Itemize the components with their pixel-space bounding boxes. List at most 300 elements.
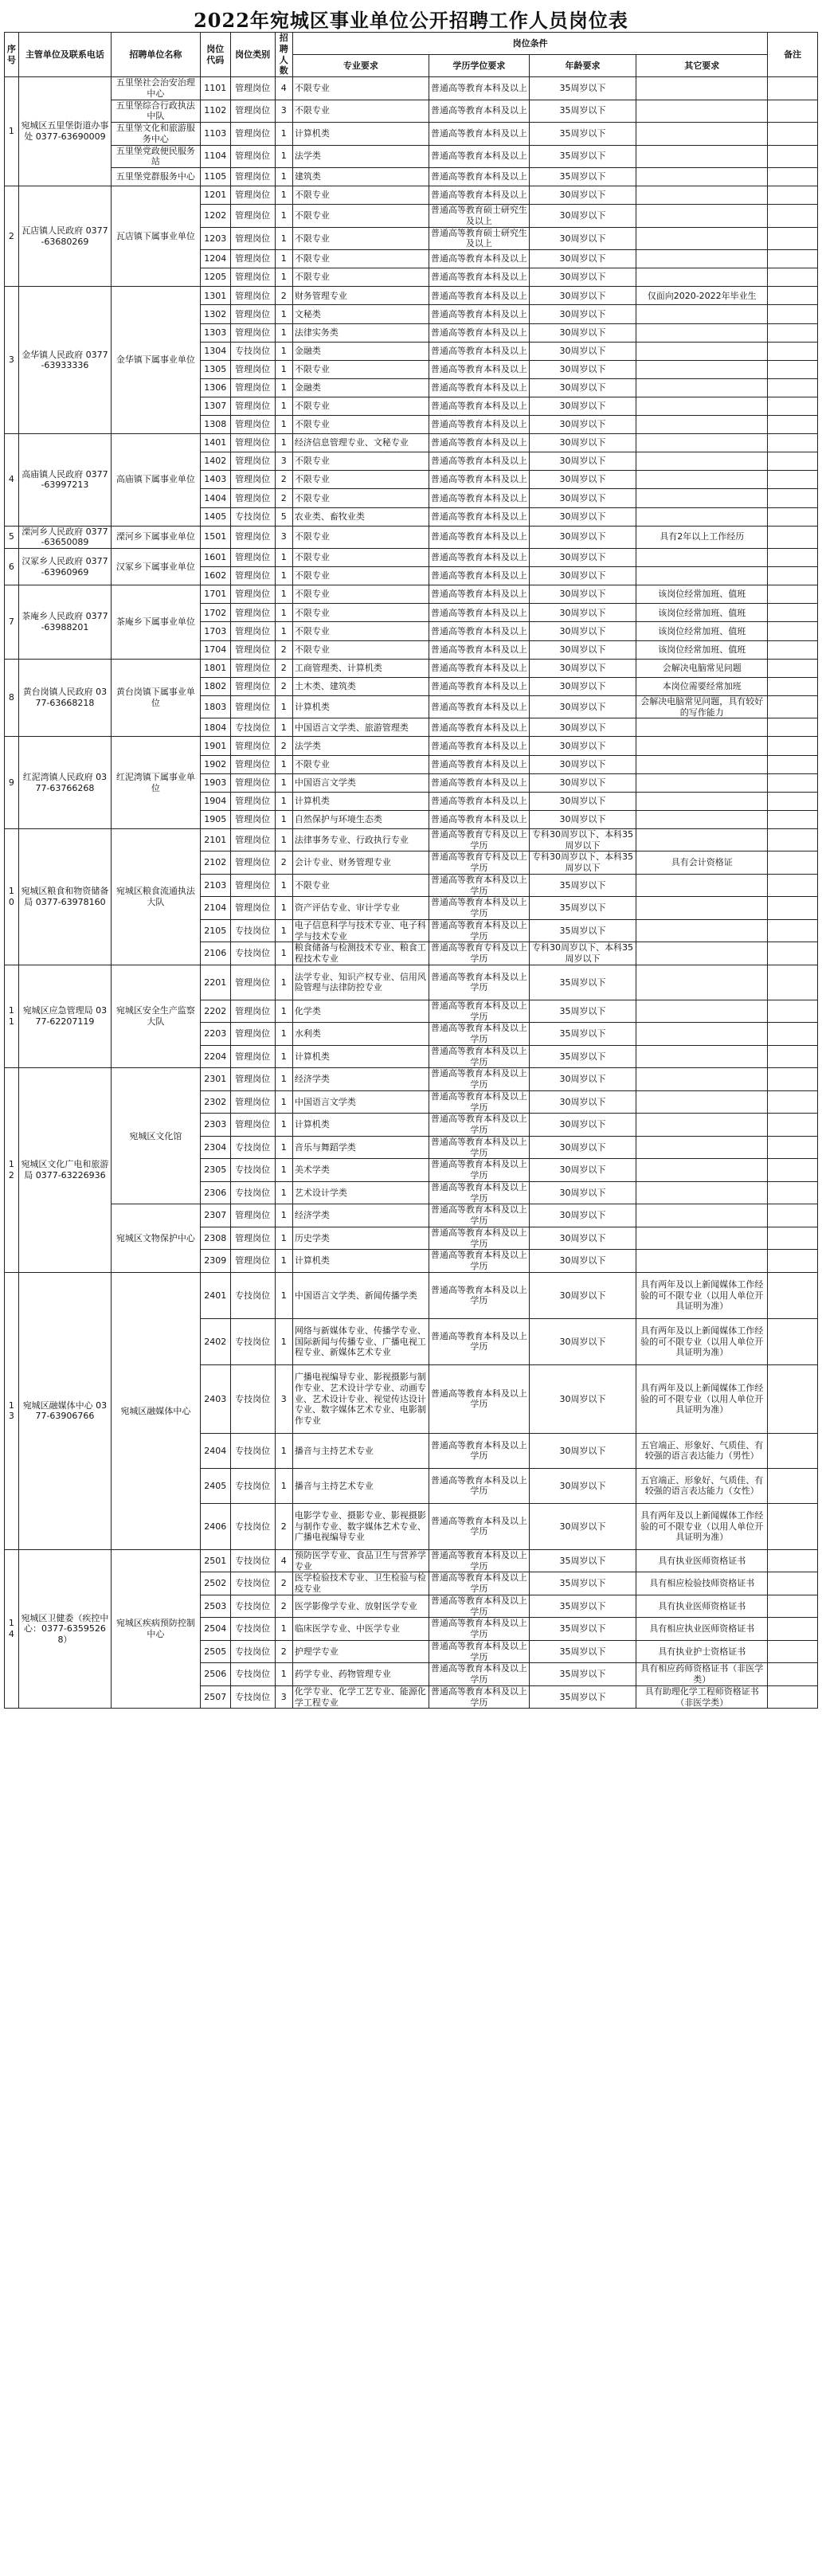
education-requirement: 普通高等教育本科及以上学历 — [429, 965, 529, 1000]
other-requirement — [636, 1114, 768, 1137]
age-requirement: 35周岁以下 — [530, 1618, 636, 1641]
education-requirement: 普通高等教育本科及以上学历 — [429, 897, 529, 920]
post-count: 4 — [275, 77, 292, 100]
post-category: 专技岗位 — [230, 1364, 275, 1433]
post-code: 2304 — [200, 1136, 230, 1159]
post-code: 1201 — [200, 186, 230, 205]
org-name: 宛城区疾病预防控制中心 — [112, 1549, 201, 1709]
education-requirement: 普通高等教育本科及以上学历 — [429, 1204, 529, 1227]
other-requirement — [636, 942, 768, 965]
major-requirement: 不限专业 — [292, 471, 429, 489]
note-cell — [768, 186, 818, 205]
other-requirement: 会解决电脑常见问题 — [636, 659, 768, 677]
post-category: 管理岗位 — [230, 549, 275, 567]
age-requirement: 30周岁以下 — [530, 1114, 636, 1137]
post-code: 2102 — [200, 851, 230, 875]
other-requirement — [636, 897, 768, 920]
header-major: 专业要求 — [292, 55, 429, 77]
education-requirement: 普通高等教育本科及以上 — [429, 526, 529, 549]
education-requirement: 普通高等教育本科及以上 — [429, 718, 529, 737]
other-requirement — [636, 507, 768, 526]
org-name: 五里堡社会治安治理中心 — [112, 77, 201, 100]
other-requirement — [636, 737, 768, 755]
post-count: 1 — [275, 227, 292, 250]
note-cell — [768, 1618, 818, 1641]
major-requirement: 不限专业 — [292, 268, 429, 287]
post-code: 2305 — [200, 1159, 230, 1182]
education-requirement: 普通高等教育本科及以上学历 — [429, 1572, 529, 1595]
other-requirement — [636, 919, 768, 942]
other-requirement — [636, 397, 768, 415]
note-cell — [768, 792, 818, 810]
post-count: 2 — [275, 1503, 292, 1549]
education-requirement: 普通高等教育本科及以上 — [429, 507, 529, 526]
major-requirement: 播音与主持艺术专业 — [292, 1433, 429, 1468]
other-requirement — [636, 145, 768, 168]
post-count: 1 — [275, 604, 292, 622]
note-cell — [768, 1595, 818, 1618]
age-requirement: 30周岁以下 — [530, 1364, 636, 1433]
age-requirement: 30周岁以下 — [530, 604, 636, 622]
post-code: 2204 — [200, 1045, 230, 1068]
education-requirement: 普通高等教育本科及以上 — [429, 360, 529, 378]
post-count: 2 — [275, 677, 292, 695]
post-code: 1304 — [200, 342, 230, 360]
table-row — [5, 585, 818, 604]
org-name: 五里堡文化和旅游服务中心 — [112, 123, 201, 146]
post-code: 2302 — [200, 1090, 230, 1114]
post-code: 1403 — [200, 471, 230, 489]
post-category: 专技岗位 — [230, 342, 275, 360]
education-requirement: 普通高等教育本科及以上 — [429, 452, 529, 471]
post-count: 1 — [275, 305, 292, 323]
table-row — [5, 1204, 818, 1227]
major-requirement: 中国语言文学类、新闻传播学类 — [292, 1272, 429, 1318]
major-requirement: 计算机类 — [292, 123, 429, 146]
major-requirement: 化学专业、化学工艺专业、能源化学工程专业 — [292, 1685, 429, 1709]
age-requirement: 30周岁以下 — [530, 526, 636, 549]
post-category: 管理岗位 — [230, 268, 275, 287]
post-category: 管理岗位 — [230, 168, 275, 186]
age-requirement: 35周岁以下 — [530, 1000, 636, 1023]
post-category: 管理岗位 — [230, 773, 275, 792]
education-requirement: 普通高等教育硕士研究生及以上 — [429, 205, 529, 228]
post-count: 1 — [275, 755, 292, 773]
post-code: 1105 — [200, 168, 230, 186]
note-cell — [768, 471, 818, 489]
post-category: 管理岗位 — [230, 828, 275, 851]
post-count: 2 — [275, 1640, 292, 1663]
education-requirement: 普通高等教育本科及以上 — [429, 567, 529, 585]
note-cell — [768, 965, 818, 1000]
post-category: 管理岗位 — [230, 205, 275, 228]
note-cell — [768, 640, 818, 659]
note-cell — [768, 1549, 818, 1572]
major-requirement: 农业类、畜牧业类 — [292, 507, 429, 526]
age-requirement: 30周岁以下 — [530, 287, 636, 305]
note-cell — [768, 123, 818, 146]
note-cell — [768, 567, 818, 585]
age-requirement: 30周岁以下 — [530, 416, 636, 434]
note-cell — [768, 145, 818, 168]
post-category: 管理岗位 — [230, 659, 275, 677]
group-seq: 1 — [5, 77, 19, 186]
post-category: 管理岗位 — [230, 1023, 275, 1046]
header-org: 招聘单位名称 — [112, 33, 201, 77]
post-code: 1404 — [200, 489, 230, 507]
post-count: 1 — [275, 123, 292, 146]
post-count: 1 — [275, 416, 292, 434]
post-category: 管理岗位 — [230, 737, 275, 755]
note-cell — [768, 397, 818, 415]
note-cell — [768, 874, 818, 897]
post-code: 2309 — [200, 1250, 230, 1273]
post-category: 专技岗位 — [230, 1663, 275, 1686]
education-requirement: 普通高等教育本科及以上学历 — [429, 1136, 529, 1159]
education-requirement: 普通高等教育本科及以上 — [429, 810, 529, 828]
table-row — [5, 287, 818, 305]
post-count: 1 — [275, 1090, 292, 1114]
table-row — [5, 1272, 818, 1318]
post-category: 管理岗位 — [230, 1090, 275, 1114]
other-requirement: 具有两年及以上新闻媒体工作经验的可不限专业（以用人单位开具证明为准） — [636, 1318, 768, 1364]
note-cell — [768, 1136, 818, 1159]
major-requirement: 电子信息科学与技术专业、电子科学与技术专业 — [292, 919, 429, 942]
post-code: 2307 — [200, 1204, 230, 1227]
post-count: 1 — [275, 360, 292, 378]
post-count: 1 — [275, 205, 292, 228]
education-requirement: 普通高等教育本科及以上 — [429, 677, 529, 695]
major-requirement: 医学影像学专业、放射医学专业 — [292, 1595, 429, 1618]
major-requirement: 不限专业 — [292, 640, 429, 659]
post-count: 2 — [275, 471, 292, 489]
post-count: 1 — [275, 1272, 292, 1318]
post-code: 1601 — [200, 549, 230, 567]
post-code: 1102 — [200, 100, 230, 123]
education-requirement: 普通高等教育本科及以上 — [429, 397, 529, 415]
age-requirement: 30周岁以下 — [530, 755, 636, 773]
other-requirement — [636, 828, 768, 851]
table-row — [5, 526, 818, 549]
table-row — [5, 186, 818, 205]
post-count: 1 — [275, 145, 292, 168]
age-requirement: 30周岁以下 — [530, 1204, 636, 1227]
org-name: 溧河乡下属事业单位 — [112, 526, 201, 549]
note-cell — [768, 507, 818, 526]
other-requirement — [636, 1023, 768, 1046]
note-cell — [768, 1433, 818, 1468]
age-requirement: 35周岁以下 — [530, 1685, 636, 1709]
other-requirement: 会解决电脑常见问题，具有较好的写作能力 — [636, 695, 768, 718]
post-category: 专技岗位 — [230, 718, 275, 737]
major-requirement: 药学专业、药物管理专业 — [292, 1663, 429, 1686]
note-cell — [768, 1068, 818, 1091]
other-requirement: 五官端正、形象好、气质佳、有较强的语言表达能力（女性） — [636, 1468, 768, 1503]
education-requirement: 普通高等教育本科及以上 — [429, 77, 529, 100]
group-unit: 宛城区粮食和物资储备局 0377-63978160 — [18, 828, 111, 965]
major-requirement: 不限专业 — [292, 874, 429, 897]
education-requirement: 普通高等教育本科及以上 — [429, 323, 529, 342]
other-requirement — [636, 305, 768, 323]
age-requirement: 30周岁以下 — [530, 1227, 636, 1250]
other-requirement — [636, 1250, 768, 1273]
age-requirement: 30周岁以下 — [530, 305, 636, 323]
other-requirement — [636, 205, 768, 228]
education-requirement: 普通高等教育本科及以上 — [429, 640, 529, 659]
post-category: 管理岗位 — [230, 305, 275, 323]
education-requirement: 普通高等教育本科及以上学历 — [429, 1503, 529, 1549]
post-code: 2303 — [200, 1114, 230, 1137]
group-unit: 宛城区应急管理局 0377-62207119 — [18, 965, 111, 1068]
age-requirement: 30周岁以下 — [530, 1433, 636, 1468]
age-requirement: 30周岁以下 — [530, 489, 636, 507]
age-requirement: 35周岁以下 — [530, 77, 636, 100]
post-code: 1203 — [200, 227, 230, 250]
note-cell — [768, 342, 818, 360]
other-requirement — [636, 186, 768, 205]
post-count: 1 — [275, 919, 292, 942]
post-count: 1 — [275, 1000, 292, 1023]
education-requirement: 普通高等教育本科及以上学历 — [429, 1685, 529, 1709]
post-code: 1308 — [200, 416, 230, 434]
education-requirement: 普通高等教育本科及以上学历 — [429, 1159, 529, 1182]
major-requirement: 计算机类 — [292, 695, 429, 718]
post-category: 管理岗位 — [230, 1114, 275, 1137]
post-category: 管理岗位 — [230, 1250, 275, 1273]
post-code: 2402 — [200, 1318, 230, 1364]
education-requirement: 普通高等教育专科及以上学历 — [429, 828, 529, 851]
education-requirement: 普通高等教育本科及以上 — [429, 378, 529, 397]
post-code: 1703 — [200, 622, 230, 640]
group-unit: 汉冢乡人民政府 0377-63960969 — [18, 549, 111, 585]
major-requirement: 护理学专业 — [292, 1640, 429, 1663]
post-count: 1 — [275, 1068, 292, 1091]
post-category: 专技岗位 — [230, 1618, 275, 1641]
post-count: 1 — [275, 1045, 292, 1068]
major-requirement: 经济学类 — [292, 1068, 429, 1091]
group-unit: 红泥湾镇人民政府 0377-63766268 — [18, 737, 111, 828]
education-requirement: 普通高等教育本科及以上学历 — [429, 1272, 529, 1318]
post-count: 3 — [275, 526, 292, 549]
age-requirement: 35周岁以下 — [530, 919, 636, 942]
post-category: 管理岗位 — [230, 77, 275, 100]
post-count: 1 — [275, 1159, 292, 1182]
age-requirement: 30周岁以下 — [530, 585, 636, 604]
note-cell — [768, 810, 818, 828]
post-code: 1904 — [200, 792, 230, 810]
education-requirement: 普通高等教育本科及以上学历 — [429, 1227, 529, 1250]
other-requirement: 具有相应检验技师资格证书 — [636, 1572, 768, 1595]
age-requirement: 30周岁以下 — [530, 549, 636, 567]
note-cell — [768, 360, 818, 378]
note-cell — [768, 1114, 818, 1137]
education-requirement: 普通高等教育本科及以上 — [429, 186, 529, 205]
major-requirement: 工商管理类、计算机类 — [292, 659, 429, 677]
post-count: 1 — [275, 792, 292, 810]
note-cell — [768, 1685, 818, 1709]
other-requirement — [636, 810, 768, 828]
note-cell — [768, 100, 818, 123]
post-category: 管理岗位 — [230, 250, 275, 268]
education-requirement: 普通高等教育本科及以上 — [429, 549, 529, 567]
major-requirement: 音乐与舞蹈学类 — [292, 1136, 429, 1159]
other-requirement: 具有两年及以上新闻媒体工作经验的可不限专业（以用人单位开具证明为准） — [636, 1364, 768, 1433]
major-requirement: 中国语言文学类 — [292, 1090, 429, 1114]
post-code: 2106 — [200, 942, 230, 965]
post-count: 3 — [275, 100, 292, 123]
education-requirement: 普通高等教育本科及以上学历 — [429, 1090, 529, 1114]
post-count: 1 — [275, 1468, 292, 1503]
post-category: 专技岗位 — [230, 1272, 275, 1318]
major-requirement: 中国语言文学类 — [292, 773, 429, 792]
post-count: 2 — [275, 737, 292, 755]
group-unit: 宛城区融媒体中心 0377-63906766 — [18, 1272, 111, 1549]
group-seq: 13 — [5, 1272, 19, 1549]
education-requirement: 普通高等教育本科及以上 — [429, 250, 529, 268]
org-name: 汉冢乡下属事业单位 — [112, 549, 201, 585]
major-requirement: 不限专业 — [292, 452, 429, 471]
note-cell — [768, 737, 818, 755]
major-requirement: 金融类 — [292, 378, 429, 397]
post-code: 1801 — [200, 659, 230, 677]
post-count: 1 — [275, 268, 292, 287]
header-other: 其它要求 — [636, 55, 768, 77]
post-code: 2104 — [200, 897, 230, 920]
other-requirement — [636, 452, 768, 471]
age-requirement: 30周岁以下 — [530, 659, 636, 677]
post-count: 3 — [275, 1364, 292, 1433]
major-requirement: 不限专业 — [292, 186, 429, 205]
age-requirement: 专科30周岁以下、本科35周岁以下 — [530, 851, 636, 875]
age-requirement: 30周岁以下 — [530, 1468, 636, 1503]
age-requirement: 30周岁以下 — [530, 567, 636, 585]
major-requirement: 文秘类 — [292, 305, 429, 323]
note-cell — [768, 773, 818, 792]
age-requirement: 30周岁以下 — [530, 227, 636, 250]
post-category: 管理岗位 — [230, 489, 275, 507]
other-requirement — [636, 227, 768, 250]
table-row — [5, 965, 818, 1000]
note-cell — [768, 1468, 818, 1503]
age-requirement: 35周岁以下 — [530, 1640, 636, 1663]
major-requirement: 医学检验技术专业、卫生检验与检疫专业 — [292, 1572, 429, 1595]
post-category: 专技岗位 — [230, 1549, 275, 1572]
other-requirement — [636, 342, 768, 360]
education-requirement: 普通高等教育本科及以上 — [429, 342, 529, 360]
group-unit: 金华镇人民政府 0377-63933336 — [18, 287, 111, 434]
major-requirement: 艺术设计学类 — [292, 1181, 429, 1204]
header-age: 年龄要求 — [530, 55, 636, 77]
post-count: 1 — [275, 1663, 292, 1686]
major-requirement: 不限专业 — [292, 604, 429, 622]
major-requirement: 不限专业 — [292, 585, 429, 604]
group-seq: 2 — [5, 186, 19, 287]
post-code: 1905 — [200, 810, 230, 828]
post-code: 2105 — [200, 919, 230, 942]
note-cell — [768, 828, 818, 851]
post-count: 1 — [275, 250, 292, 268]
age-requirement: 30周岁以下 — [530, 1181, 636, 1204]
major-requirement: 计算机类 — [292, 1045, 429, 1068]
other-requirement: 具有相应执业医师资格证书 — [636, 1618, 768, 1641]
major-requirement: 经济信息管理专业、文秘专业 — [292, 434, 429, 452]
post-category: 管理岗位 — [230, 622, 275, 640]
post-count: 1 — [275, 378, 292, 397]
major-requirement: 不限专业 — [292, 397, 429, 415]
post-category: 专技岗位 — [230, 1468, 275, 1503]
other-requirement — [636, 168, 768, 186]
education-requirement: 普通高等教育本科及以上学历 — [429, 1068, 529, 1091]
note-cell — [768, 718, 818, 737]
post-category: 专技岗位 — [230, 1640, 275, 1663]
post-count: 3 — [275, 452, 292, 471]
post-category: 管理岗位 — [230, 1045, 275, 1068]
post-category: 管理岗位 — [230, 186, 275, 205]
education-requirement: 普通高等教育本科及以上 — [429, 416, 529, 434]
education-requirement: 普通高等教育本科及以上 — [429, 145, 529, 168]
post-category: 管理岗位 — [230, 526, 275, 549]
major-requirement: 电影学专业、摄影专业、影视摄影与制作专业、数字媒体艺术专业、广播电视编导专业 — [292, 1503, 429, 1549]
major-requirement: 计算机类 — [292, 1114, 429, 1137]
post-count: 1 — [275, 718, 292, 737]
table-row — [5, 100, 818, 123]
other-requirement — [636, 360, 768, 378]
note-cell — [768, 604, 818, 622]
education-requirement: 普通高等教育本科及以上 — [429, 792, 529, 810]
major-requirement: 金融类 — [292, 342, 429, 360]
other-requirement: 具有执业医师资格证书 — [636, 1595, 768, 1618]
education-requirement: 普通高等教育本科及以上学历 — [429, 1364, 529, 1433]
education-requirement: 普通高等教育本科及以上 — [429, 695, 529, 718]
other-requirement — [636, 792, 768, 810]
post-code: 1702 — [200, 604, 230, 622]
note-cell — [768, 1159, 818, 1182]
post-code: 2201 — [200, 965, 230, 1000]
major-requirement: 广播电视编导专业、影视摄影与制作专业、艺术设计学专业、动画专业、艺术设计专业、视觉传达设计专业、数字媒体艺术专业、电影制作专业 — [292, 1364, 429, 1433]
age-requirement: 30周岁以下 — [530, 1272, 636, 1318]
post-category: 专技岗位 — [230, 507, 275, 526]
post-category: 专技岗位 — [230, 1595, 275, 1618]
age-requirement: 35周岁以下 — [530, 1572, 636, 1595]
age-requirement: 35周岁以下 — [530, 100, 636, 123]
header-note: 备注 — [768, 33, 818, 77]
post-code: 1303 — [200, 323, 230, 342]
other-requirement — [636, 549, 768, 567]
post-category: 专技岗位 — [230, 1181, 275, 1204]
group-seq: 9 — [5, 737, 19, 828]
post-code: 1205 — [200, 268, 230, 287]
post-category: 管理岗位 — [230, 287, 275, 305]
post-count: 3 — [275, 1685, 292, 1709]
note-cell — [768, 585, 818, 604]
education-requirement: 普通高等教育本科及以上 — [429, 268, 529, 287]
note-cell — [768, 755, 818, 773]
post-code: 2503 — [200, 1595, 230, 1618]
other-requirement — [636, 874, 768, 897]
post-count: 1 — [275, 1136, 292, 1159]
note-cell — [768, 526, 818, 549]
post-count: 1 — [275, 810, 292, 828]
group-seq: 11 — [5, 965, 19, 1068]
note-cell — [768, 1045, 818, 1068]
other-requirement: 具有2年以上工作经历 — [636, 526, 768, 549]
post-category: 管理岗位 — [230, 416, 275, 434]
post-code: 1704 — [200, 640, 230, 659]
education-requirement: 普通高等教育本科及以上学历 — [429, 874, 529, 897]
note-cell — [768, 1503, 818, 1549]
age-requirement: 30周岁以下 — [530, 1250, 636, 1273]
major-requirement: 法学专业、知识产权专业、信用风险管理与法律防控专业 — [292, 965, 429, 1000]
